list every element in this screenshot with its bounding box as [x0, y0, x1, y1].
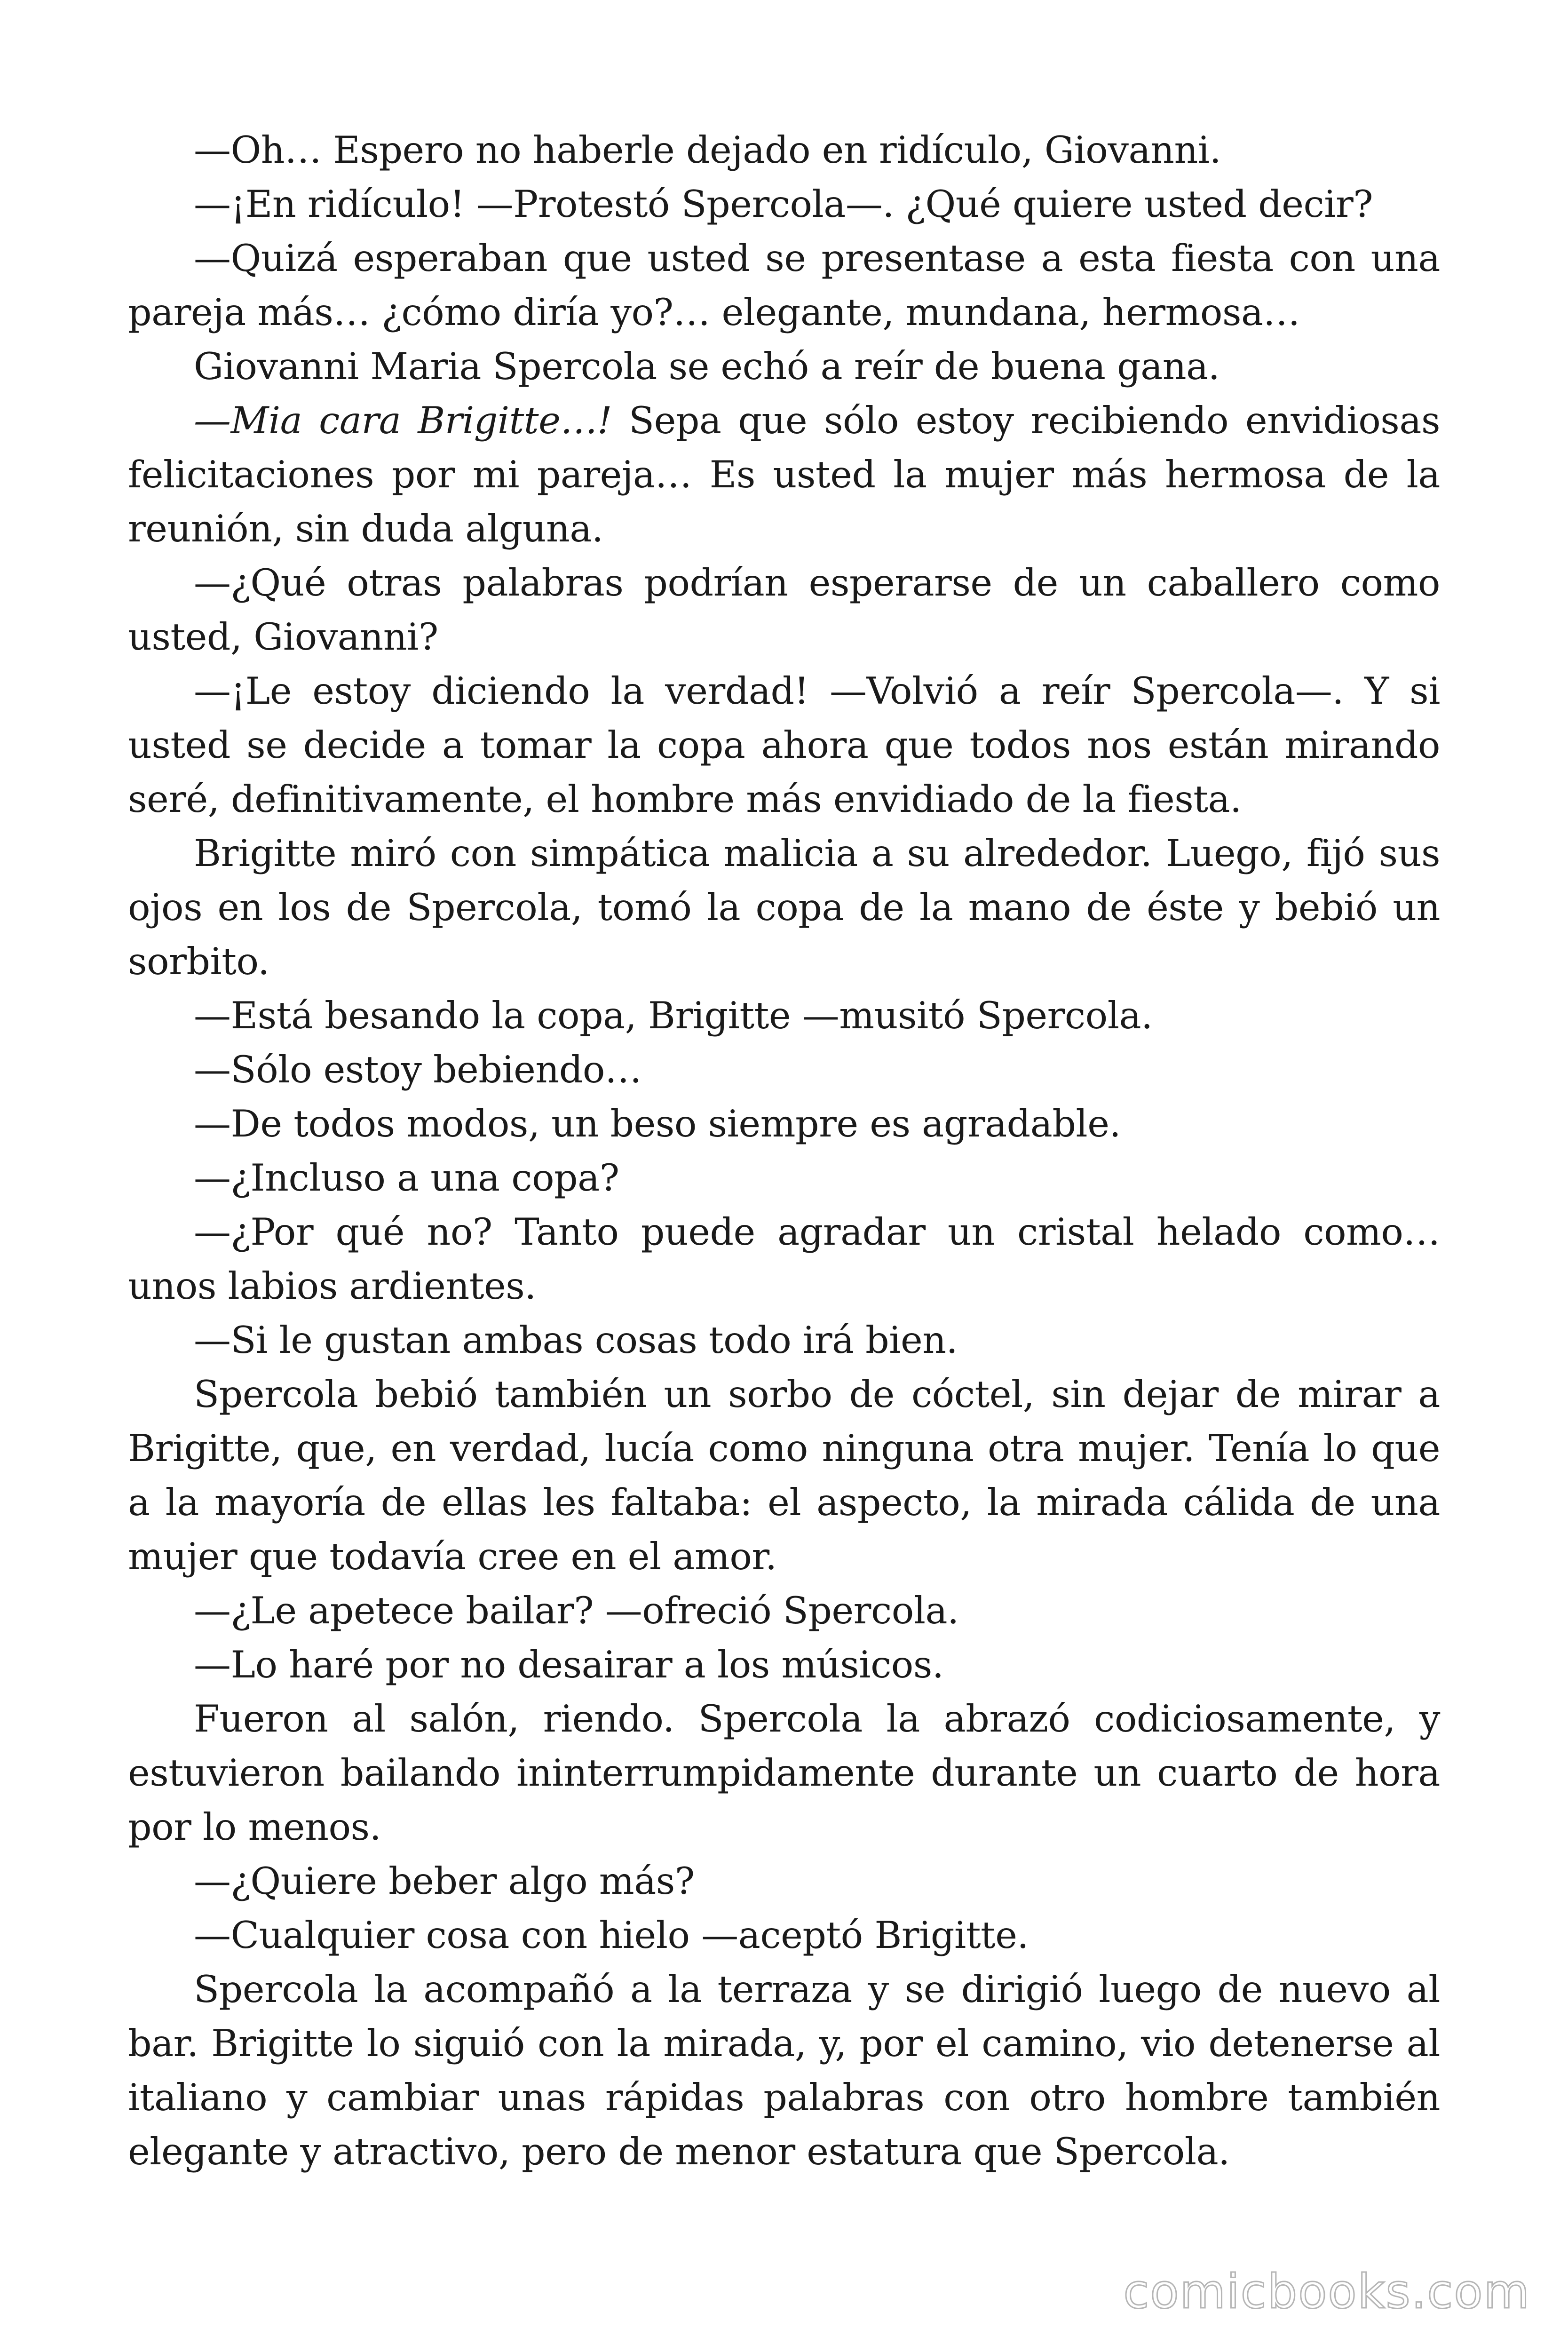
paragraph: —Oh… Espero no haberle dejado en ridículo, Giovanni.: [194, 128, 1221, 172]
paragraph: —Sólo estoy bebiendo…: [194, 1048, 642, 1091]
paragraph: Spercola bebió también un sorbo de cóctel, sin dejar de mirar a Brigitte, que, en verdad, lucía como ninguna otra mujer. Tenía lo que a la mayoría de ellas les faltaba: el aspecto, la mirada cálida de una mujer que todavía cree en el amor.: [128, 1373, 1440, 1578]
paragraph: —¿Quiere beber algo más?: [194, 1859, 695, 1903]
paragraph: —Quizá esperaban que usted se presentase a esta fiesta con una pareja más… ¿cómo diría yo?… elegante, mundana, hermosa…: [128, 237, 1440, 334]
paragraph: —Lo haré por no desairar a los músicos.: [194, 1643, 944, 1686]
paragraph: Spercola la acompañó a la terraza y se dirigió luego de nuevo al bar. Brigitte lo siguió con la mirada, y, por el camino, vio detenerse al italiano y cambiar unas rápidas palabras con otro hombre también elegante y atractivo, pero de menor estatura que Spercola.: [128, 1968, 1440, 2173]
paragraph: Brigitte miró con simpática malicia a su alrededor. Luego, fijó sus ojos en los de Spercola, tomó la copa de la mano de éste y bebió un sorbito.: [128, 832, 1440, 983]
paragraph: —De todos modos, un beso siempre es agradable.: [194, 1102, 1121, 1145]
paragraph: —¿Le apetece bailar? —ofreció Spercola.: [194, 1589, 959, 1632]
paragraph: —Si le gustan ambas cosas todo irá bien.: [194, 1319, 958, 1362]
paragraph: —¿Qué otras palabras podrían esperarse de un caballero como usted, Giovanni?: [128, 561, 1440, 659]
paragraph: —¡En ridículo! —Protestó Spercola—. ¿Qué quiere usted decir?: [194, 183, 1373, 226]
paragraph: Giovanni Maria Spercola se echó a reír de buena gana.: [194, 345, 1220, 388]
paragraph: —¡Le estoy diciendo la verdad! —Volvió a reír Spercola—. Y si usted se decide a tomar la copa ahora que todos nos están mirando seré, definitivamente, el hombre más envidiado de la fiesta.: [128, 669, 1440, 821]
paragraph: —¿Incluso a una copa?: [194, 1156, 619, 1200]
paragraph: —Está besando la copa, Brigitte —musitó Spercola.: [194, 994, 1153, 1037]
paragraph: —Cualquier cosa con hielo —aceptó Brigitte.: [194, 1914, 1029, 1957]
paragraph: [128, 394, 1440, 556]
italic-phrase: —Mia cara Brigitte…!: [194, 399, 612, 442]
watermark: comicbooks.com: [1123, 2264, 1530, 2319]
paragraph: Fueron al salón, riendo. Spercola la abrazó codiciosamente, y estuvieron bailando ininterrumpidamente durante un cuarto de hora por lo menos.: [128, 1697, 1440, 1849]
paragraph-text: Sepa que sólo estoy recibiendo envidiosas felicitaciones por mi pareja… Es usted la mujer más hermosa de la reunión, sin duda alguna.: [128, 399, 1440, 550]
paragraph: —¿Por qué no? Tanto puede agradar un cristal helado como… unos labios ardientes.: [128, 1210, 1440, 1308]
page-body: [128, 123, 1440, 2179]
